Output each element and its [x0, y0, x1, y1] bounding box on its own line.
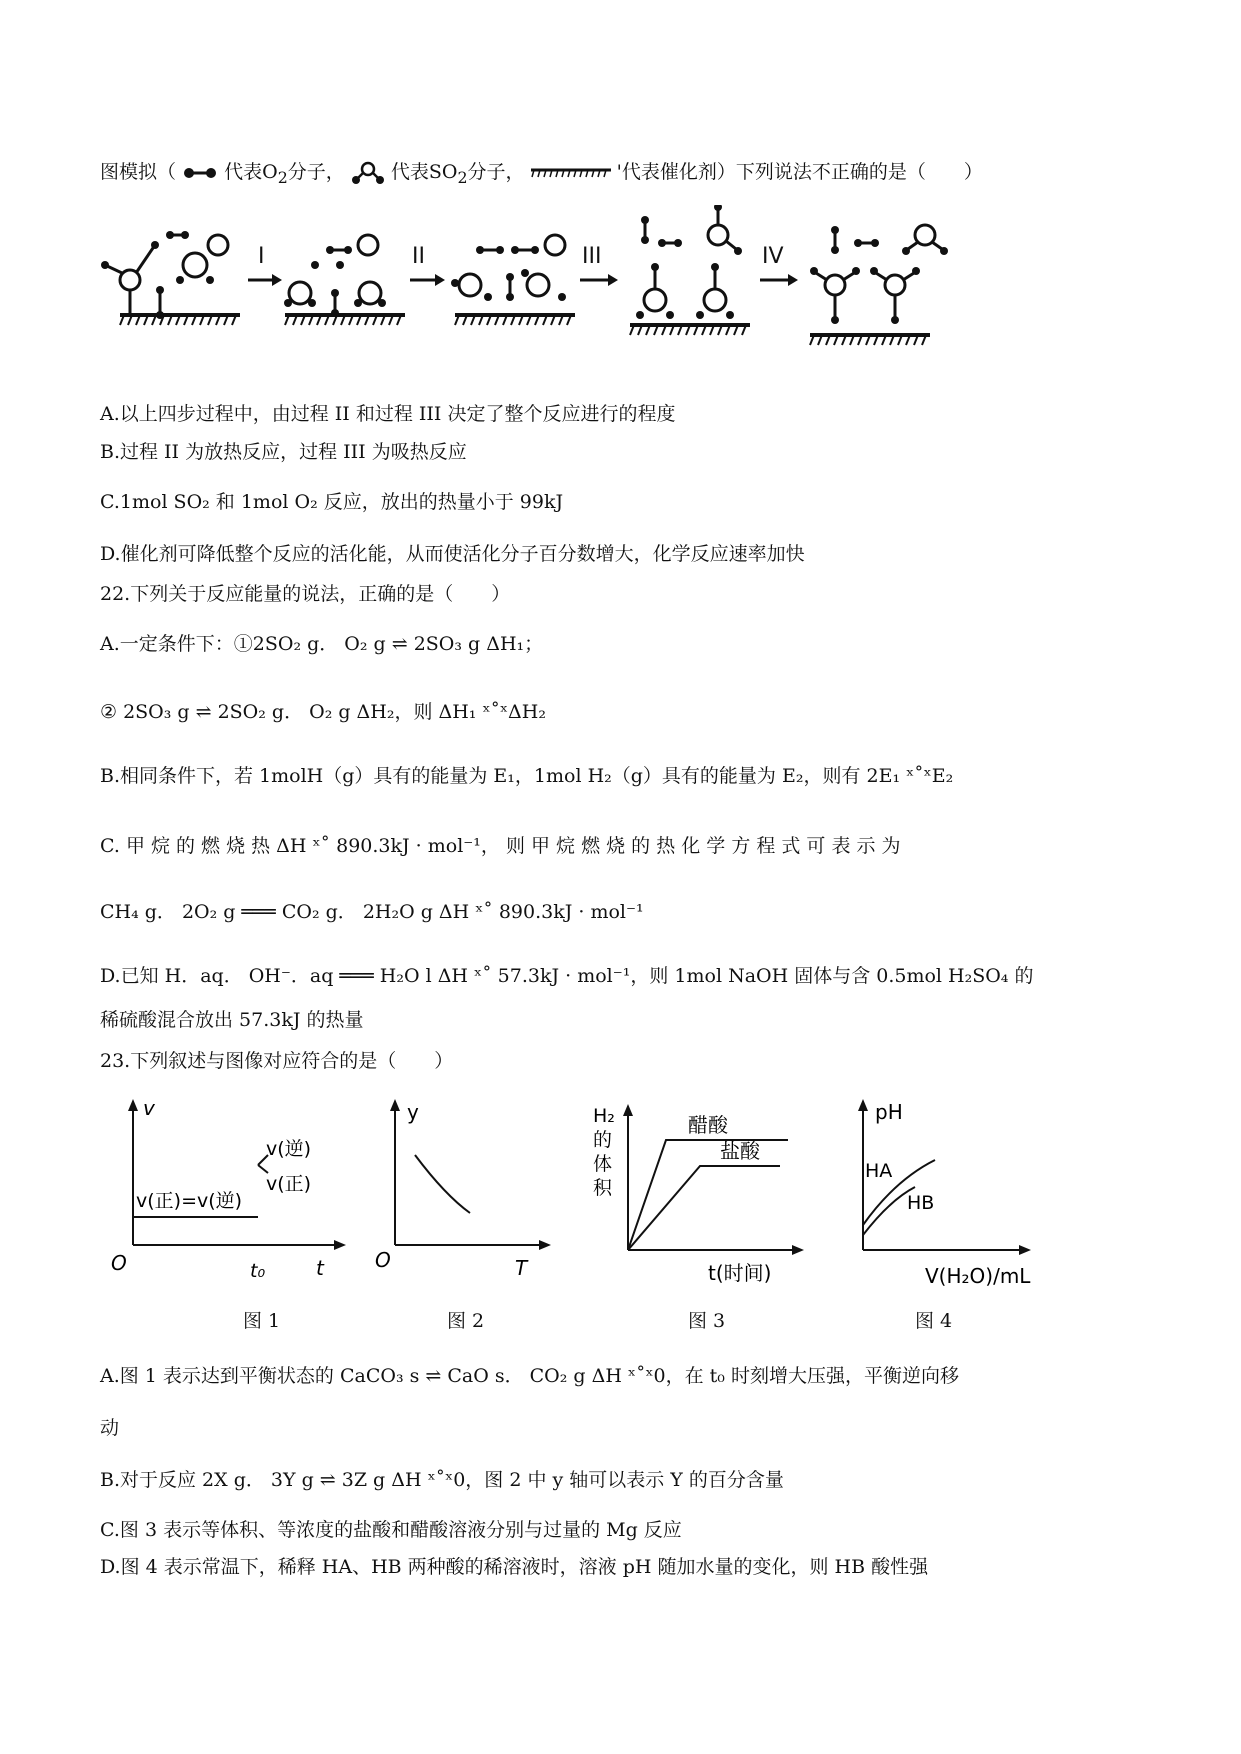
figure-3	[588, 1100, 808, 1300]
fig4-y-label: pH	[875, 1100, 903, 1124]
q22-option-b: B.相同条件下，若 1molH（g）具有的能量为 E₁，1mol H₂（g）具有的能量为 E₂，则有 2E₁ ˣ˚ˣE₂	[100, 765, 954, 787]
arrow-4	[760, 244, 798, 286]
stage-4	[630, 205, 750, 335]
stage-1	[101, 231, 240, 325]
q22-option-a-line2: ② 2SO₃ g ⇌ 2SO₂ g． O₂ g ΔH₂，则 ΔH₁ ˣ˚ˣΔH₂	[100, 701, 546, 723]
fig4-caption: 图 4	[915, 1310, 953, 1332]
catalysis-process-figure	[100, 205, 1060, 380]
fig3-acetic-line	[628, 1140, 788, 1250]
q22-stem: 22.下列关于反应能量的说法，正确的是（ ）	[100, 583, 511, 605]
fig1-y-label: v	[143, 1096, 155, 1120]
catalyst-icon	[531, 167, 611, 179]
stage-2	[284, 235, 405, 325]
q23-option-d: D.图 4 表示常温下，稀释 HA、HB 两种酸的稀溶液时，溶液 pH 随加水量的变化，则 HB 酸性强	[100, 1556, 929, 1578]
fig3-series-1-label: 醋酸	[688, 1113, 728, 1137]
q21-option-d: D.催化剂可降低整个反应的活化能，从而使活化分子百分数增大，化学反应速率加快	[100, 543, 805, 565]
process-label-1: I	[258, 244, 265, 269]
fig2-y-label: y	[407, 1100, 419, 1124]
q21-option-c: C.1mol SO₂ 和 1mol O₂ 反应，放出的热量小于 99kJ	[100, 491, 564, 513]
q21-option-a: A.以上四步过程中，由过程 II 和过程 III 决定了整个反应进行的程度	[100, 403, 676, 425]
fig1-equal-label: v(正)=v(逆)	[136, 1190, 243, 1212]
so2-molecule-icon	[351, 161, 385, 185]
fig1-reverse-label: v(逆)	[266, 1138, 312, 1160]
fig1-x-label: t	[316, 1256, 324, 1280]
q23-option-c: C.图 3 表示等体积、等浓度的盐酸和醋酸溶液分别与过量的 Mg 反应	[100, 1519, 682, 1541]
fig3-series-2-label: 盐酸	[720, 1139, 760, 1163]
q22-option-c-line1: C. 甲 烷 的 燃 烧 热 ΔH ˣ˚ 890.3kJ · mol⁻¹， 则 甲 烷 燃 烧 的 热 化 学 方 程 式 可 表 示 为	[100, 835, 901, 857]
figure-2	[375, 1095, 555, 1295]
fig1-t0-label: t₀	[250, 1260, 266, 1282]
fig3-caption: 图 3	[688, 1310, 726, 1332]
figure-4	[845, 1095, 1045, 1295]
stage-5	[810, 225, 948, 345]
fig3-y-label-3: 体	[593, 1153, 613, 1175]
arrow-2	[410, 244, 445, 286]
stage-3	[451, 235, 575, 325]
fig3-y-label-2: 的	[593, 1129, 613, 1151]
fig3-x-label: t(时间)	[708, 1261, 772, 1285]
process-label-2: II	[412, 244, 425, 269]
process-label-4: IV	[762, 244, 784, 269]
fig3-y-label-1: H₂	[593, 1105, 615, 1127]
fig3-y-label-4: 积	[593, 1177, 613, 1199]
fig4-x-label: V(H₂O)/mL	[925, 1264, 1031, 1288]
o2-molecule-icon	[182, 165, 218, 181]
fig2-x-label: T	[515, 1256, 528, 1280]
arrow-1	[248, 244, 282, 286]
process-label-3: III	[582, 244, 602, 269]
figure-1	[108, 1095, 348, 1295]
q23-option-a-line1: A.图 1 表示达到平衡状态的 CaCO₃ s ⇌ CaO s． CO₂ g ΔH ˣ˚ˣ0，在 t₀ 时刻增大压强，平衡逆向移	[100, 1365, 959, 1387]
fig4-series-2-label: HB	[907, 1192, 935, 1214]
fig3-hcl-line	[628, 1166, 780, 1250]
q23-option-b: B.对于反应 2X g． 3Y g ⇌ 3Z g ΔH ˣ˚ˣ0，图 2 中 y 轴可以表示 Y 的百分含量	[100, 1469, 784, 1491]
q23-stem: 23.下列叙述与图像对应符合的是（ ）	[100, 1050, 454, 1072]
fig2-origin: O	[375, 1248, 391, 1272]
arrow-3	[580, 244, 618, 286]
q23-option-a-line2: 动	[100, 1417, 120, 1439]
fig4-series-1-label: HA	[865, 1160, 893, 1182]
q22-option-c-line2: CH₄ g． 2O₂ g ═══ CO₂ g． 2H₂O g ΔH ˣ˚ 890.3kJ · mol⁻¹	[100, 901, 644, 923]
q22-option-d-line1: D.已知 H．aq． OH⁻．aq ═══ H₂O l ΔH ˣ˚ 57.3kJ · mol⁻¹，则 1mol NaOH 固体与含 0.5mol H₂SO₄ 的	[100, 965, 1034, 987]
fig1-origin: O	[111, 1251, 127, 1275]
intro-line: 图模拟（ 代表$O_2$分子， 代表$SO_2$分子， '代表催化剂）下列说法不正确的是（ ）	[100, 161, 983, 187]
fig1-forward-label: v(正)	[266, 1173, 312, 1195]
q21-option-b: B.过程 II 为放热反应，过程 III 为吸热反应	[100, 441, 467, 463]
fig2-curve	[415, 1155, 470, 1213]
q22-option-d-line2: 稀硫酸混合放出 57.3kJ 的热量	[100, 1009, 364, 1031]
fig2-caption: 图 2	[447, 1310, 485, 1332]
fig1-caption: 图 1	[243, 1310, 281, 1332]
q22-option-a-line1: A.一定条件下：①2SO₂ g． O₂ g ⇌ 2SO₃ g ΔH₁；	[100, 633, 544, 655]
